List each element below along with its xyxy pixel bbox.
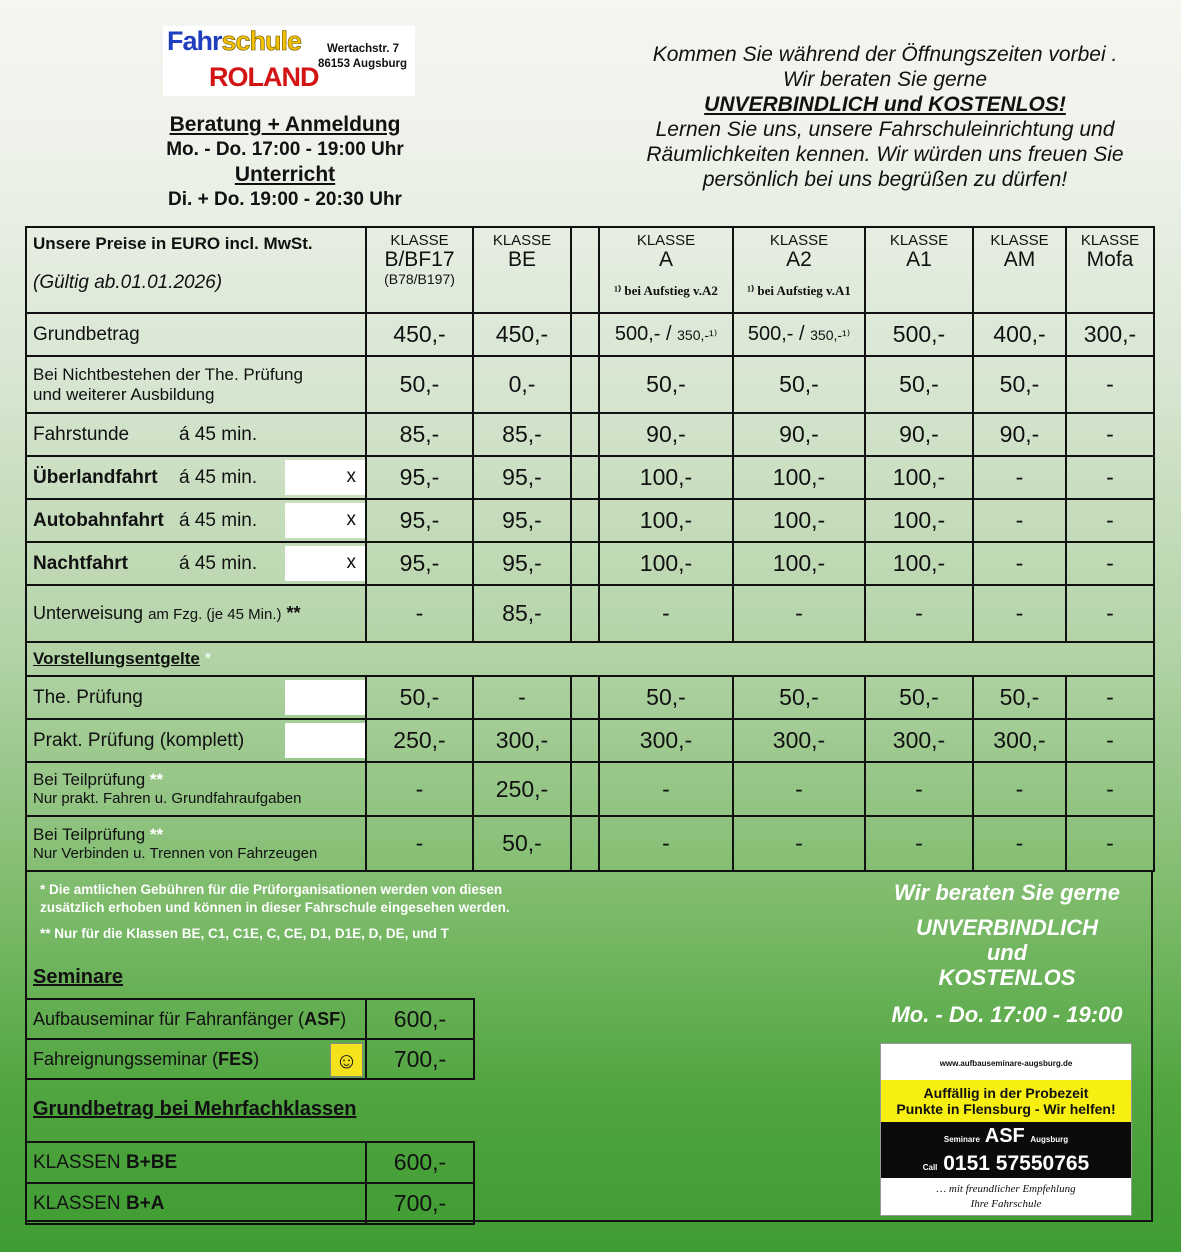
- promo-line-3: und: [986, 940, 1028, 965]
- price-cell: -: [1066, 762, 1154, 816]
- footnote-2: ** Nur für die Klassen BE, C1, C1E, C, CE, D1, D1E, D, DE, und T: [40, 926, 449, 941]
- price-cell: 500,-: [865, 313, 973, 356]
- price-cell: 50,-: [973, 676, 1066, 719]
- price-cell: 50,-: [865, 676, 973, 719]
- price-cell: 50,-: [733, 676, 865, 719]
- row-label-text: Überlandfahrt: [33, 466, 158, 488]
- price-cell: 600,-: [366, 999, 474, 1039]
- spacer-cell: [571, 313, 599, 356]
- opening-hours: [120, 112, 450, 212]
- header-be: [473, 227, 571, 313]
- lesson-title: Unterricht: [234, 163, 336, 186]
- class-be: BE: [507, 248, 536, 271]
- price-cell: 50,-: [366, 356, 473, 413]
- header-a1: [865, 227, 973, 313]
- row-label: [26, 762, 366, 816]
- logo-schule: schule: [221, 26, 302, 56]
- consult-time: Mo. - Do. 17:00 - 19:00 Uhr: [166, 139, 404, 160]
- price-cell: -: [865, 585, 973, 642]
- ad-asf: ASF: [984, 1125, 1025, 1147]
- row-label: [26, 456, 366, 499]
- klasse-label: KLASSE: [636, 232, 696, 249]
- price-cell: 85,-: [473, 585, 571, 642]
- table-row: [26, 1183, 474, 1224]
- invite-line-3: UNVERBINDLICH und KOSTENLOS!: [704, 93, 1066, 116]
- price-cell: 50,-: [599, 356, 733, 413]
- row-label-text: Fahrstunde: [33, 423, 130, 445]
- row-duration: á 45 min.: [179, 552, 258, 574]
- table-row: [26, 313, 1154, 356]
- combo-prefix: KLASSEN: [33, 1192, 126, 1214]
- row-label: [26, 356, 366, 413]
- row-label-text: The. Prüfung: [33, 686, 143, 708]
- header-am: [973, 227, 1066, 313]
- ad-phone: 0151 57550765: [943, 1152, 1090, 1175]
- price-cell: 100,-: [733, 542, 865, 585]
- price-cell: 100,-: [865, 456, 973, 499]
- price-cell: 100,-: [733, 499, 865, 542]
- logo-roland: ROLAND: [209, 62, 319, 92]
- table-row: [26, 542, 1154, 585]
- header-mofa: [1066, 227, 1154, 313]
- spacer-cell: [571, 762, 599, 816]
- spacer-cell: [571, 499, 599, 542]
- price-cell: 100,-: [599, 542, 733, 585]
- price-cell: -: [865, 816, 973, 871]
- class-b-sub: (B78/B197): [384, 271, 455, 287]
- spacer-cell: [571, 413, 599, 456]
- class-a2: A2: [786, 248, 812, 271]
- price-cell: 50,-: [865, 356, 973, 413]
- combo-label: [26, 1183, 366, 1224]
- price-cell: -: [599, 762, 733, 816]
- price-cell: 85,-: [473, 413, 571, 456]
- table-row: [26, 762, 1154, 816]
- price-cell: 95,-: [473, 456, 571, 499]
- row-label: [26, 719, 366, 762]
- seminar-close: ): [253, 1048, 260, 1069]
- table-row: [26, 1039, 474, 1079]
- row-stars: **: [149, 770, 164, 789]
- price-cell: 100,-: [865, 542, 973, 585]
- invite-line-6: persönlich bei uns begrüßen zu dürfen!: [702, 168, 1068, 191]
- ad-call: Call: [922, 1163, 938, 1172]
- header-b: [366, 227, 473, 313]
- row-label: [26, 816, 366, 871]
- row-label-text: Autobahnfahrt: [33, 509, 164, 531]
- class-a-note: ¹⁾ bei Aufstieg v.A2: [614, 283, 718, 298]
- asf-advert: [880, 1043, 1132, 1216]
- price-cell: 250,-: [366, 719, 473, 762]
- price-upgrade: 350,-¹⁾: [677, 327, 718, 343]
- price-cell: 90,-: [973, 413, 1066, 456]
- seminare-table: [25, 998, 475, 1080]
- row-label-sub: Nur prakt. Fahren u. Grundfahraufgaben: [33, 790, 302, 807]
- class-mofa: Mofa: [1086, 248, 1134, 271]
- class-a1: A1: [906, 248, 932, 271]
- spacer-cell: [571, 816, 599, 871]
- row-label: [26, 676, 366, 719]
- price-cell: 95,-: [366, 542, 473, 585]
- price-cell: 50,-: [733, 356, 865, 413]
- ad-yellow-band: [881, 1080, 1131, 1122]
- logo-fahr: Fahr: [167, 26, 222, 56]
- logo-city: 86153 Augsburg: [318, 58, 408, 70]
- ad-foot-line-2: Ihre Fahrschule: [970, 1198, 1042, 1210]
- ad-footer: [881, 1182, 1131, 1212]
- price-cell: -: [973, 816, 1066, 871]
- price-cell: 90,-: [733, 413, 865, 456]
- price-cell: -: [1066, 499, 1154, 542]
- promo-line-1: Wir beraten Sie gerne: [894, 880, 1120, 905]
- lesson-time: Di. + Do. 19:00 - 20:30 Uhr: [168, 189, 402, 210]
- section-title: Vorstellungsentgelte: [33, 649, 200, 668]
- klasse-label: KLASSE: [390, 232, 449, 249]
- table-row: [26, 356, 1154, 413]
- price-cell: -: [1066, 542, 1154, 585]
- table-title-cell: [26, 227, 366, 313]
- seminare-title: Seminare: [33, 966, 124, 988]
- header-a2: [733, 227, 865, 313]
- checkbox-mark: x: [285, 460, 365, 495]
- klasse-label: KLASSE: [769, 232, 829, 249]
- ad-yellow-line-2: Punkte in Flensburg - Wir helfen!: [896, 1101, 1116, 1117]
- seminar-label: [26, 1039, 366, 1079]
- row-label-sub: Nur Verbinden u. Trennen von Fahrzeugen: [33, 844, 318, 862]
- header-spacer: [571, 227, 599, 313]
- price-cell: [733, 313, 865, 356]
- ad-url: www.aufbauseminare-augsburg.de: [939, 1059, 1073, 1068]
- seminar-abbr: ASF: [304, 1008, 341, 1029]
- klasse-label: KLASSE: [990, 232, 1049, 249]
- seminar-label: [26, 999, 366, 1039]
- invite-line-4: Lernen Sie uns, unsere Fahrschuleinrichtung und: [655, 118, 1115, 141]
- price-cell: -: [973, 542, 1066, 585]
- price-cell: 50,-: [973, 356, 1066, 413]
- price-cell: 600,-: [366, 1142, 474, 1183]
- price-cell: 300,-: [599, 719, 733, 762]
- spacer-cell: [571, 456, 599, 499]
- promo-time: Mo. - Do. 17:00 - 19:00: [891, 1002, 1123, 1027]
- price-cell: 700,-: [366, 1039, 474, 1079]
- row-label-text: Prakt. Prüfung (komplett): [33, 729, 245, 751]
- spacer-cell: [571, 356, 599, 413]
- klasse-label: KLASSE: [889, 232, 949, 249]
- checkbox-mark: x: [285, 503, 365, 538]
- spacer-cell: [571, 676, 599, 719]
- row-duration: á 45 min.: [179, 466, 258, 488]
- invite-line-5: Räumlichkeiten kennen. Wir würden uns freuen Sie: [646, 143, 1124, 166]
- invite-line-2: Wir beraten Sie gerne: [782, 68, 988, 91]
- footnote-1-line-1: * Die amtlichen Gebühren für die Prüforganisationen werden von diesen: [40, 882, 503, 897]
- table-header-row: [26, 227, 1154, 313]
- promo-text: [872, 880, 1142, 1027]
- ad-black-band: [881, 1122, 1131, 1178]
- row-label: [26, 542, 366, 585]
- seminar-abbr: FES: [218, 1048, 254, 1069]
- price-cell: 100,-: [599, 499, 733, 542]
- section-row: [26, 642, 1154, 676]
- smiley-icon: ☺: [330, 1043, 363, 1077]
- mehrfach-title: Grundbetrag bei Mehrfachklassen: [33, 1098, 357, 1120]
- price-cell: -: [366, 585, 473, 642]
- price-cell: 90,-: [599, 413, 733, 456]
- price-cell: -: [599, 816, 733, 871]
- price-cell: 100,-: [733, 456, 865, 499]
- combo-classes: B+A: [125, 1192, 165, 1214]
- row-label-text: Nachtfahrt: [33, 552, 129, 574]
- row-label-text: Unterweisung: [33, 603, 144, 623]
- price-cell: -: [473, 676, 571, 719]
- consult-title: Beratung + Anmeldung: [169, 113, 401, 136]
- price-table: [25, 226, 1155, 872]
- price-cell: 0,-: [473, 356, 571, 413]
- school-logo: [163, 26, 415, 96]
- price-cell: -: [733, 816, 865, 871]
- spacer-cell: [571, 719, 599, 762]
- combo-label: [26, 1142, 366, 1183]
- invitation-text: [600, 42, 1170, 192]
- row-label: [26, 585, 366, 642]
- promo-line-2: UNVERBINDLICH: [915, 915, 1099, 940]
- price-cell: 95,-: [473, 499, 571, 542]
- price-cell: -: [973, 456, 1066, 499]
- spacer-cell: [571, 585, 599, 642]
- price-cell: 50,-: [366, 676, 473, 719]
- seminar-name: Fahreignungsseminar (: [33, 1048, 219, 1069]
- price-cell: 100,-: [599, 456, 733, 499]
- class-am: AM: [1003, 248, 1036, 271]
- ad-augsburg: Augsburg: [1030, 1135, 1069, 1144]
- spacer-cell: [571, 542, 599, 585]
- table-row: [26, 413, 1154, 456]
- row-label: Grundbetrag: [26, 313, 366, 356]
- price-cell: 300,-: [733, 719, 865, 762]
- price-cell: 300,-: [973, 719, 1066, 762]
- price-cell: 700,-: [366, 1183, 474, 1224]
- price-cell: 250,-: [473, 762, 571, 816]
- price-cell: -: [733, 762, 865, 816]
- class-a: A: [658, 248, 673, 271]
- row-label-line-1: Bei Nichtbestehen der The. Prüfung: [33, 364, 303, 384]
- price-cell: 90,-: [865, 413, 973, 456]
- ad-phone-line: [881, 1152, 1131, 1180]
- table-title: Unsere Preise in EURO incl. MwSt.: [33, 234, 313, 253]
- promo-line-4: KOSTENLOS: [938, 965, 1076, 990]
- footnote-1-line-2: zusätzlich erhoben und können in dieser Fahrschule eingesehen werden.: [40, 900, 510, 915]
- logo-wordmark: [167, 26, 301, 57]
- price-cell: 50,-: [473, 816, 571, 871]
- row-label-sub: am Fzg. (je 45 Min.): [148, 606, 282, 623]
- header-a: [599, 227, 733, 313]
- price-cell: -: [973, 762, 1066, 816]
- price-cell: -: [973, 585, 1066, 642]
- price-cell: -: [1066, 356, 1154, 413]
- price-cell: -: [1066, 816, 1154, 871]
- row-stars: **: [286, 603, 301, 623]
- klasse-label: KLASSE: [492, 232, 552, 249]
- row-duration: á 45 min.: [179, 423, 258, 445]
- price-main: 500,- /: [747, 323, 811, 345]
- row-stars: **: [149, 824, 164, 844]
- price-cell: -: [1066, 456, 1154, 499]
- row-label-text: Bei Teilprüfung: [33, 824, 146, 844]
- table-row: [26, 676, 1154, 719]
- logo-street: Wertachstr. 7: [327, 43, 400, 55]
- row-label-text: Bei Teilprüfung: [33, 770, 146, 789]
- blank-box: [285, 723, 365, 758]
- seminar-name: Aufbauseminar für Fahranfänger (: [33, 1008, 305, 1029]
- table-row: [26, 999, 474, 1039]
- table-row: [26, 816, 1154, 871]
- combo-prefix: KLASSEN: [33, 1151, 126, 1173]
- price-cell: 300,-: [865, 719, 973, 762]
- table-row: [26, 585, 1154, 642]
- checkbox-mark: x: [285, 546, 365, 581]
- klasse-label: KLASSE: [1080, 232, 1140, 249]
- price-cell: -: [1066, 676, 1154, 719]
- row-duration: á 45 min.: [179, 509, 258, 531]
- price-cell: -: [366, 762, 473, 816]
- row-label-line-2: und weiterer Ausbildung: [33, 384, 215, 404]
- price-cell: 400,-: [973, 313, 1066, 356]
- table-row: [26, 719, 1154, 762]
- price-main: 500,- /: [614, 323, 678, 345]
- ad-asf-line: [881, 1122, 1131, 1152]
- price-upgrade: 350,-¹⁾: [810, 327, 851, 343]
- section-label: [26, 642, 1154, 676]
- mehrfach-table: [25, 1141, 475, 1225]
- price-cell: 95,-: [366, 456, 473, 499]
- price-cell: -: [733, 585, 865, 642]
- price-cell: -: [599, 585, 733, 642]
- ad-seminare: Seminare: [943, 1135, 980, 1144]
- table-valid: (Gültig ab.01.01.2026): [33, 272, 223, 293]
- price-cell: 85,-: [366, 413, 473, 456]
- price-cell: -: [1066, 585, 1154, 642]
- price-cell: -: [865, 762, 973, 816]
- price-cell: -: [1066, 413, 1154, 456]
- price-cell: 95,-: [473, 542, 571, 585]
- price-cell: -: [1066, 719, 1154, 762]
- class-b: B/BF17: [384, 248, 455, 271]
- price-cell: 95,-: [366, 499, 473, 542]
- invite-line-1: Kommen Sie während der Öffnungszeiten vorbei .: [652, 43, 1118, 66]
- class-a2-note: ¹⁾ bei Aufstieg v.A1: [747, 283, 851, 298]
- price-cell: 300,-: [1066, 313, 1154, 356]
- blank-box: [285, 680, 365, 715]
- price-cell: [599, 313, 733, 356]
- ad-yellow-line-1: Auffällig in der Probezeit: [923, 1085, 1089, 1101]
- combo-classes: B+BE: [125, 1151, 178, 1173]
- price-cell: 300,-: [473, 719, 571, 762]
- table-row: [26, 499, 1154, 542]
- table-row: [26, 456, 1154, 499]
- row-label: [26, 499, 366, 542]
- price-cell: -: [973, 499, 1066, 542]
- section-star: *: [204, 649, 212, 668]
- footnote-1: [40, 881, 510, 917]
- seminar-close: ): [340, 1008, 347, 1029]
- ad-foot-line-1: … mit freundlicher Empfehlung: [936, 1183, 1076, 1195]
- price-cell: 450,-: [366, 313, 473, 356]
- price-cell: 50,-: [599, 676, 733, 719]
- price-cell: 450,-: [473, 313, 571, 356]
- price-cell: -: [366, 816, 473, 871]
- logo-address: [318, 42, 407, 72]
- row-label: [26, 413, 366, 456]
- table-row: [26, 1142, 474, 1183]
- price-cell: 100,-: [865, 499, 973, 542]
